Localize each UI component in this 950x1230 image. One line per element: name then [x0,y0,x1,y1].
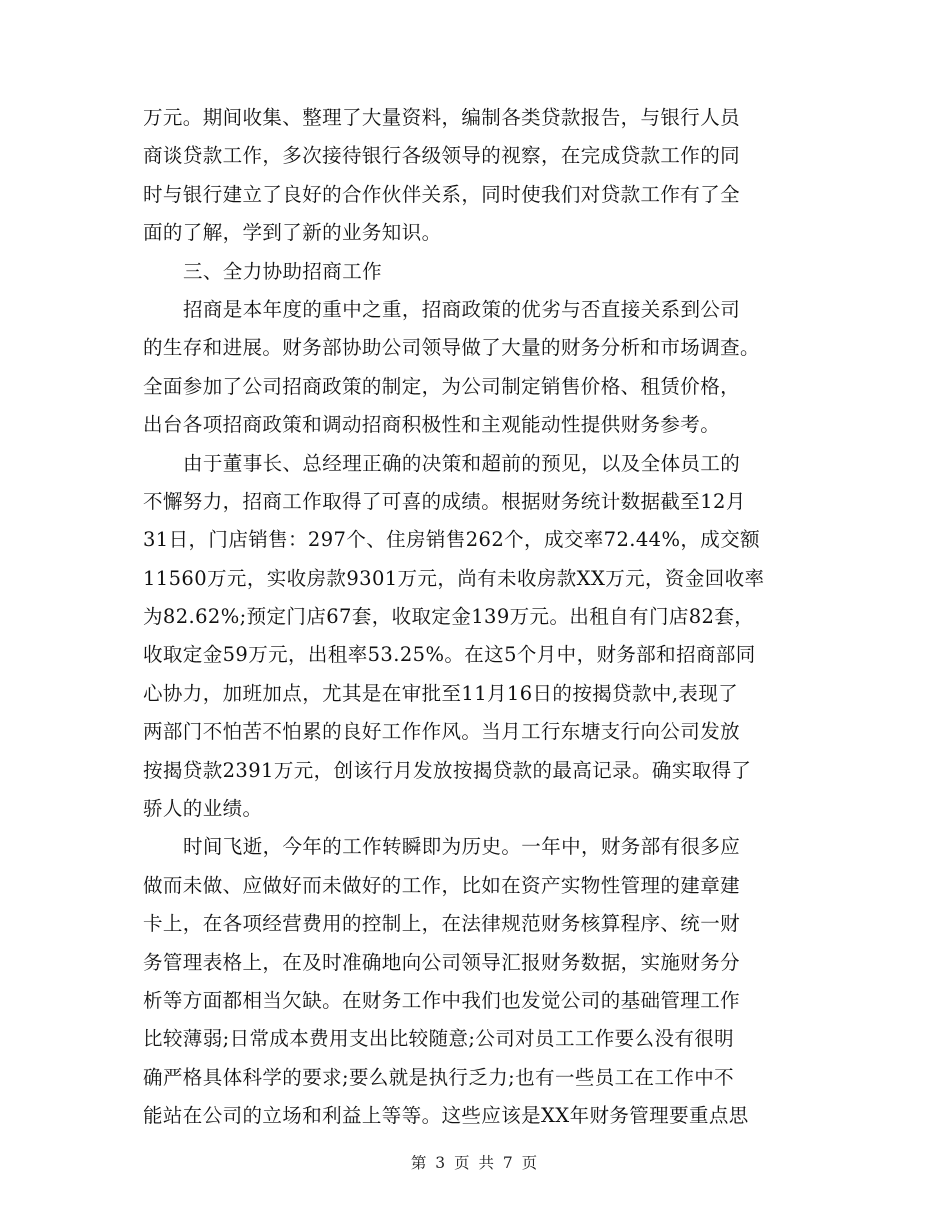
text-line: 能站在公司的立场和利益上等等。这些应该是XX年财务管理要重点思 [143,1104,749,1128]
text-line: 11560万元，实收房款9301万元，尚有未收房款XX万元，资金回收率 [143,566,765,590]
text-line: 为82.62%;预定门店67套，收取定金139万元。出租自有门店82套， [143,605,755,629]
section-heading [143,253,811,291]
text-line: 出台各项招商政策和调动招商积极性和主观能动性提供财务参考。 [143,413,721,437]
text-line: 骄人的业绩。 [143,797,263,821]
text-line: 万元。期间收集、整理了大量资料，编制各类贷款报告，与银行人员 [143,106,741,129]
paragraph-loan-work-end [143,99,811,253]
text-line: 招商是本年度的重中之重，招商政策的优劣与否直接关系到公司 [183,297,741,321]
text-line: 卡上，在各项经营费用的控制上，在法律规范财务核算程序、统一财 [143,912,741,936]
text-line: 商谈贷款工作，多次接待银行各级领导的视察，在完成贷款工作的同 [143,144,741,168]
text-line: 析等方面都相当欠缺。在财务工作中我们也发觉公司的基础管理工作 [143,988,741,1012]
text-line: 不懈努力，招商工作取得了可喜的成绩。根据财务统计数据截至12月 [143,489,746,513]
text-line: 时与银行建立了良好的合作伙伴关系，同时使我们对贷款工作有了全 [143,182,741,206]
text-line: 两部门不怕苦不怕累的良好工作作风。当月工行东塘支行向公司发放 [143,720,741,744]
text-line: 务管理表格上，在及时准确地向公司领导汇报财务数据，实施财务分 [143,950,741,974]
text-line: 的生存和进展。财务部协助公司领导做了大量的财务分析和市场调查。 [143,336,760,360]
paragraph-investment-policy [143,291,811,445]
text-line: 面的了解，学到了新的业务知识。 [143,221,442,245]
text-line: 确严格具体科学的要求;要么就是执行乏力;也有一些员工在工作中不 [143,1065,735,1089]
page-number-footer: 第 3 页 共 7 页 [410,1154,540,1172]
text-line: 收取定金59万元，出租率53.25%。在这5个月中，财务部和招商部同 [143,643,756,667]
text-line: 比较薄弱;日常成本费用支出比较随意;公司对员工工作要么没有很明 [143,1027,735,1051]
text-line: 全面参加了公司招商政策的制定，为公司制定销售价格、租赁价格， [143,374,741,398]
paragraph-investment-results [143,445,811,829]
text-line: 做而未做、应做好而未做好的工作，比如在资产实物性管理的建章建 [143,873,741,897]
text-line: 31日，门店销售：297个、住房销售262个，成交率72.44%，成交额 [143,528,761,552]
paragraph-shortcomings [143,828,811,1135]
heading-line: 三、全力协助招商工作 [183,259,383,283]
text-line: 按揭贷款2391万元，创该行月发放按揭贷款的最高记录。确实取得了 [143,758,752,782]
text-line: 时间飞逝，今年的工作转瞬即为历史。一年中，财务部有很多应 [183,835,741,859]
text-line: 由于董事长、总经理正确的决策和超前的预见，以及全体员工的 [183,451,741,475]
document-body [143,99,811,1136]
text-line: 心协力，加班加点，尤其是在审批至11月16日的按揭贷款中,表现了 [143,681,739,705]
